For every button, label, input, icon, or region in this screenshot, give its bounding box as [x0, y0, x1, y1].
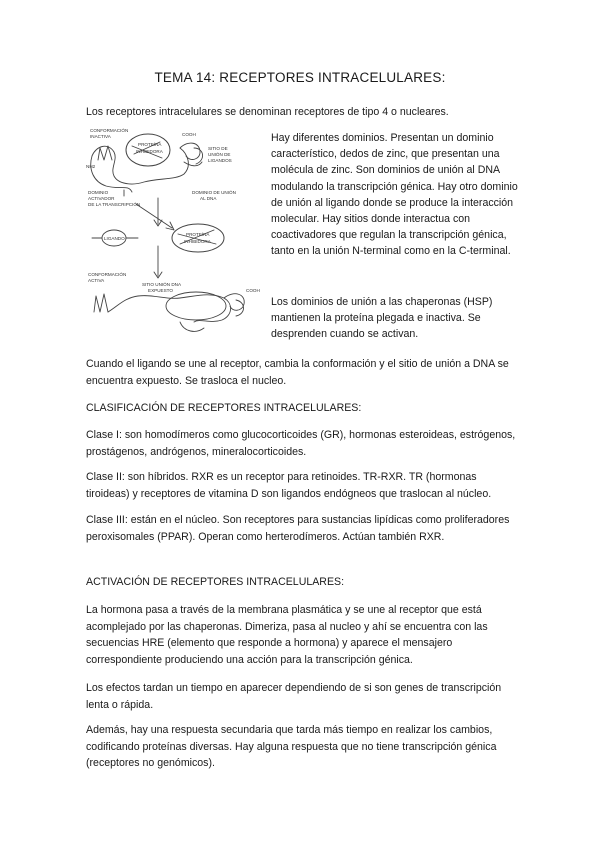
intro-paragraph: Los receptores intracelulares se denominan receptores de tipo 4 o nucleares.	[86, 106, 449, 118]
receptor-conformation-diagram	[84, 126, 268, 344]
label-hsp-free-1: PROTEÍNA	[186, 232, 210, 237]
label-activator-1: DOMINIO	[88, 190, 109, 195]
free-hsp-blob	[172, 224, 224, 252]
activation-paragraph-1: La hormona pasa a través de la membrana plasmática y se une al receptor que está acomplejado por las chaperonas. Dimeriza, pasa al nucleo y ahí se encuentra con las secuencias HRE (elemento que responde a hormona) y aparece el mensajero correspondiente produciendo una acción para la transcripción génica.	[86, 604, 488, 666]
activation-paragraph-3: Además, hay una respuesta secundaria que tarda más tiempo en realizar los cambios, codificando proteínas diversas. Hay alguna respuesta que no tiene transcripción génica (receptores no genómicos).	[86, 724, 497, 769]
ligand-binding-paragraph: Cuando el ligando se une al receptor, cambia la conformación y el sitio de unión a DNA se encuentra expuesto. Se trasloca el nucleo.	[86, 358, 509, 387]
activator-domain-tail	[91, 156, 132, 192]
page-title: TEMA 14: RECEPTORES INTRACELULARES:	[154, 70, 446, 85]
class-3-paragraph: Clase III: están en el núcleo. Son receptores para sustancias lipídicas como proliferadores peroxisomales (PPAR). Operan como herterodímeros. Actúan también RXR.	[86, 514, 510, 543]
cooh-hook-bottom	[224, 294, 244, 316]
label-cooh-top: COOH	[182, 132, 196, 137]
diagram-labels	[86, 127, 260, 293]
label-exposed-1: SITIO UNIÓN DNA	[142, 282, 182, 287]
label-hsp-2: INHIBIDORA	[136, 149, 163, 154]
class-2-paragraph: Clase II: son híbridos. RXR es un receptor para retinoides. TR-RXR. TR (hormonas tiroideas) y receptores de vitamina D son ligandos endógneos que traslocan al núcleo.	[86, 471, 492, 500]
label-conf-inactive-2: INACTIVA	[90, 134, 111, 139]
label-hsp-1: PROTEÍNA	[138, 142, 162, 147]
chaperones-paragraph: Los dominios de unión a las chaperonas (HSP) mantienen la proteína plegada e inactiva. Se desprenden cuando se activan.	[271, 296, 493, 341]
label-exposed-2: EXPUESTO	[148, 288, 173, 293]
label-ligand-site-2: UNIÓN DE	[208, 152, 231, 157]
label-nh2: NH2	[86, 164, 96, 169]
zinc-finger-bottom	[94, 294, 108, 312]
label-conf-active-1: CONFORMACIÓN	[88, 272, 127, 277]
label-ligand: LIGANDO	[104, 236, 125, 241]
label-ligand-site-3: LIGANDOS	[208, 158, 232, 163]
label-cooh-bottom: COOH	[246, 288, 260, 293]
cooh-hook-top	[180, 143, 203, 164]
label-conf-inactive-1: CONFORMACIÓN	[90, 128, 129, 133]
diagonal-arrow	[136, 204, 172, 228]
receptor-diagram-svg	[84, 126, 268, 344]
activation-heading: ACTIVACIÓN DE RECEPTORES INTRACELULARES:	[86, 576, 345, 588]
label-dna-site-1: DOMINIO DE UNIÓN	[192, 190, 236, 195]
label-ligand-site-1: SITIO DE	[208, 146, 228, 151]
label-conf-active-2: ACTIVA	[88, 278, 105, 283]
activation-paragraph-2: Los efectos tardan un tiempo en aparecer dependiendo de si son genes de transcripción lenta o rápida.	[86, 682, 502, 711]
label-dna-site-2: AL DNA	[200, 196, 217, 201]
class-1-paragraph: Clase I: son homodímeros como glucocorticoides (GR), hormonas esteroideas, estrógenos, prostágenos, andrógenos, mineralocorticoides.	[86, 429, 516, 458]
active-receptor-body	[166, 292, 226, 320]
classification-heading: CLASIFICACIÓN DE RECEPTORES INTRACELULARES:	[86, 402, 362, 414]
label-activator-2: ACTIVADOR	[88, 196, 115, 201]
label-activator-3: DE LA TRANSCRIPCIÓN	[88, 202, 141, 207]
domains-paragraph: Hay diferentes dominios. Presentan un dominio característico, dedos de zinc, que presentan una molécula de zinc. Son dominios de unión al DNA modulando la transcripción génica. Hay otro dominio de unión al ligando donde se produce la interacción molecular. Hay sitios donde interactua con coactivadores que regulan la transcripción génica, tanto en la unión N-terminal como en la C-terminal.	[271, 132, 518, 258]
label-hsp-free-2: INHIBIDORA	[184, 239, 211, 244]
